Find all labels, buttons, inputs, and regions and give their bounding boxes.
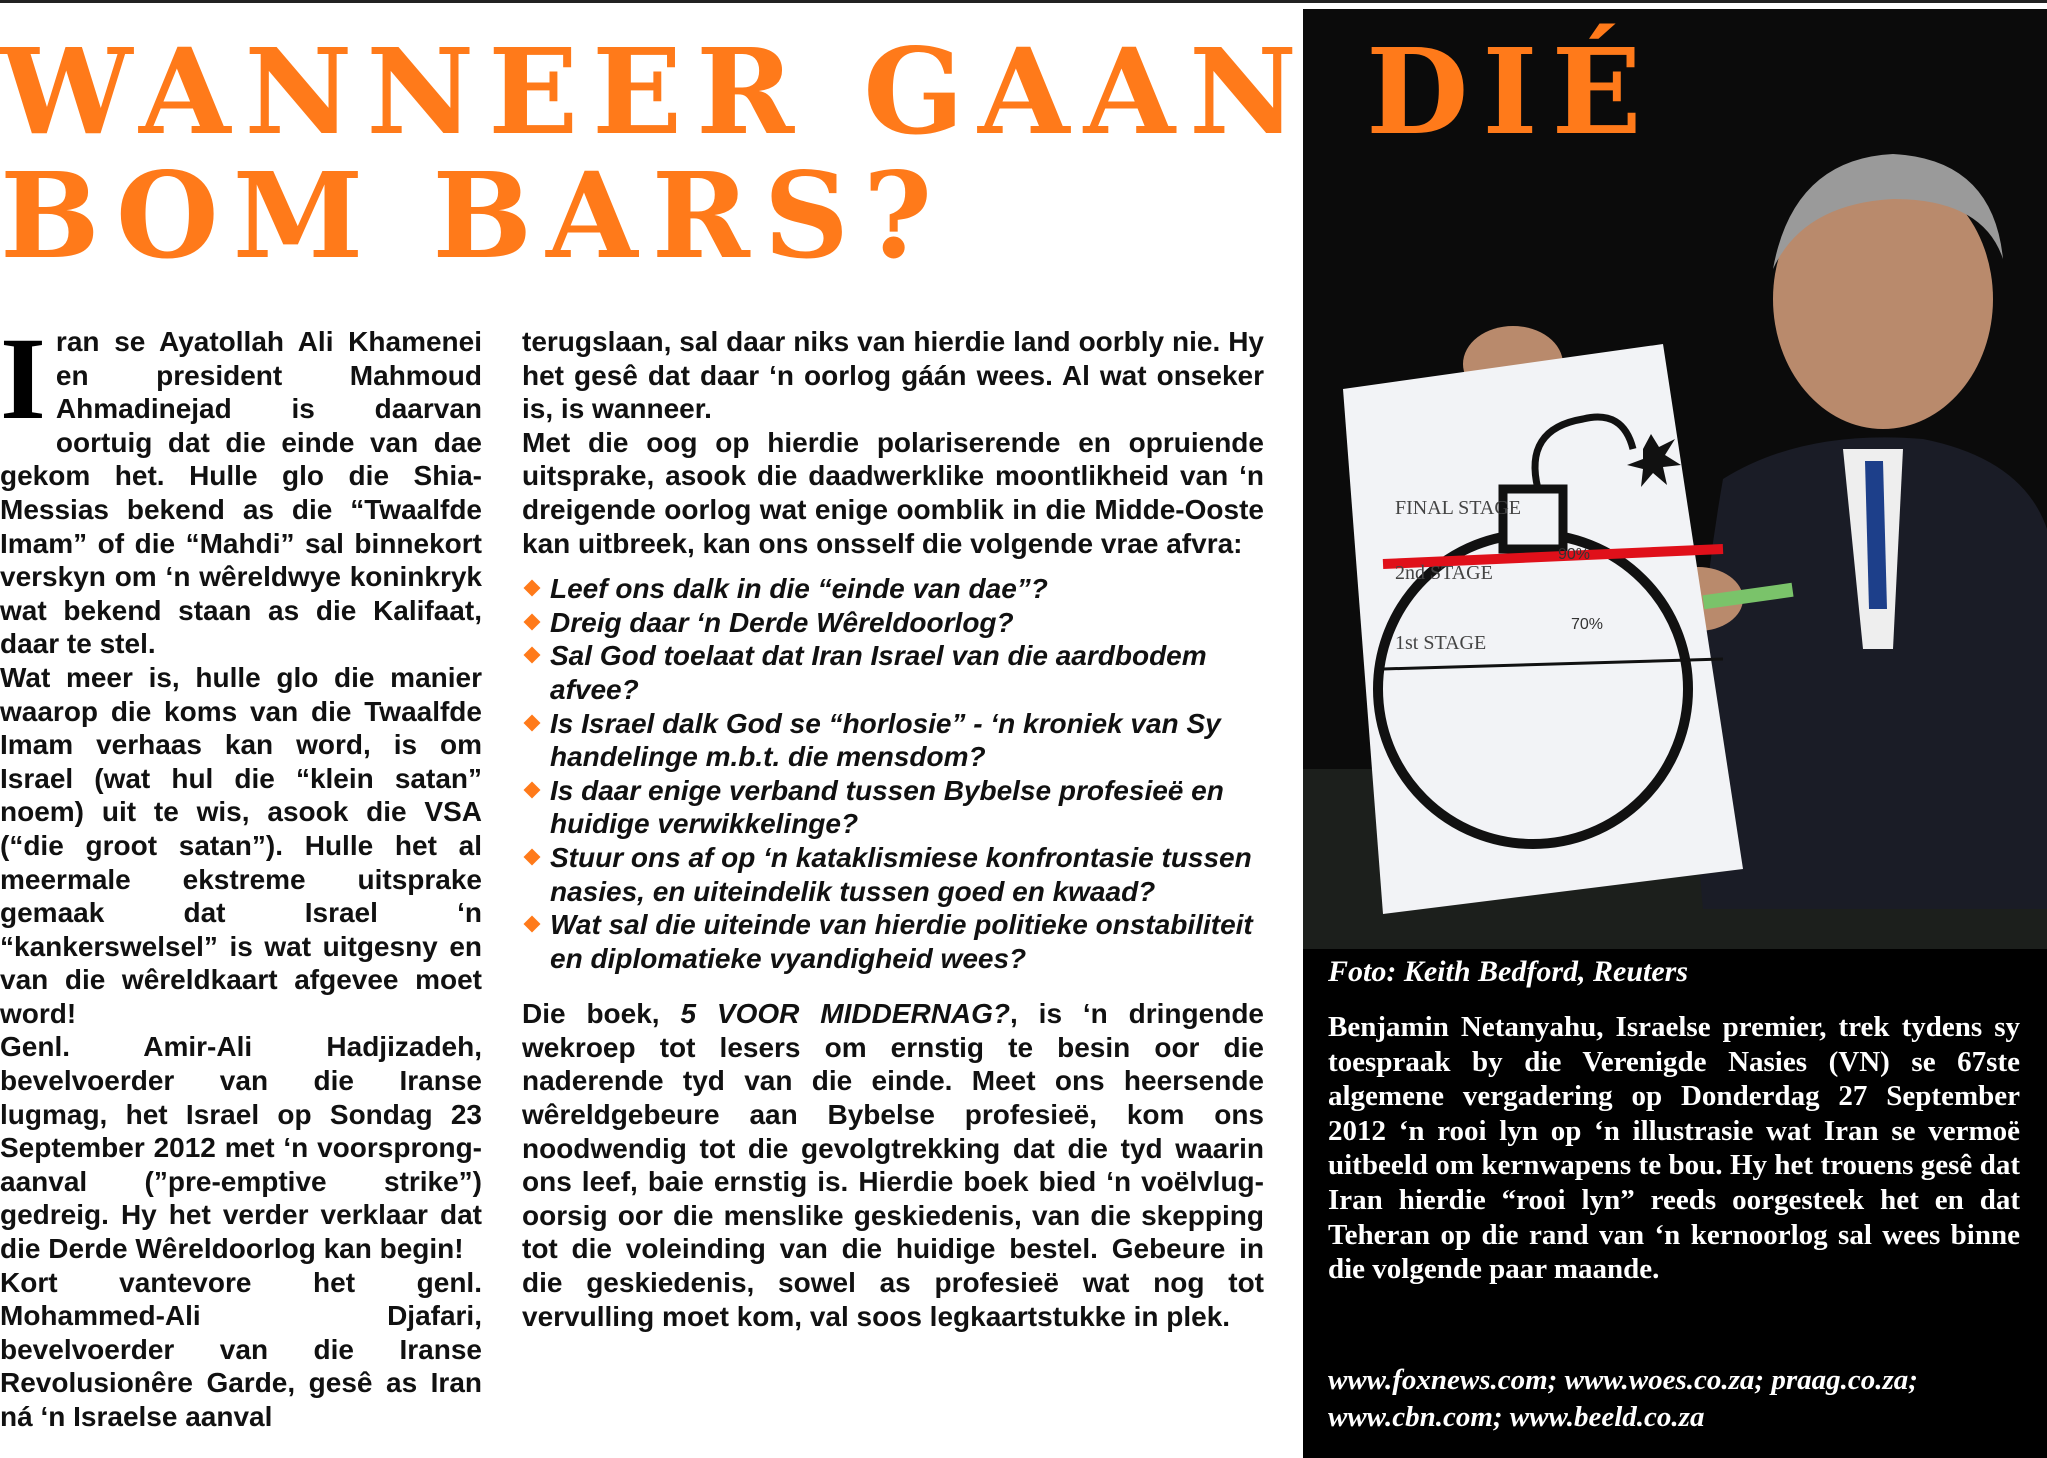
board-label-1st-stage: 1st STAGE [1395,632,1487,654]
diamond-bullet-icon [524,781,541,798]
drop-cap: I [0,313,46,444]
article-column-1 [0,313,482,1434]
board-label-70: 70% [1571,616,1604,633]
paragraph: terugslaan, sal daar niks van hierdie land oorbly nie. Hy het gesê dat daar ‘n oorlog gáán wees. Al wat onseker is, is wanneer. [522,326,1264,425]
question-item: Is daar enige verband tussen Bybelse profesieë en huidige verwikkelinge? [522,774,1264,841]
question-list [522,572,1264,975]
diamond-bullet-icon [524,848,541,865]
top-rule [0,0,2047,3]
board-label-final-stage: FINAL STAGE [1395,497,1521,519]
book-paragraph: Die boek, 5 VOOR MIDDERNAG?, is ‘n dringende wekroep tot lesers om ernstig te besin oor die naderende tyd van die einde. Meet ons heersende wêreldgebeure aan Bybelse profesieë, kom ons noodwendig tot die gevolgtrekking dat die tyd waarin ons leef, baie ernstig is. Hierdie boek bied ‘n voëlvlug-oorsig oor die menslike geskiedenis, van die skepping tot die voleinding van die huidige bestel. Gebeure in die geskiedenis, sowel as profesieë wat nog tot vervulling moet kom, val soos legkaartstukke in plek. [522,998,1264,1332]
question-item: Wat sal die uiteinde van hierdie politieke onstabiliteit en diplomatieke vyandigheid wees? [522,908,1264,975]
question-item: Is Israel dalk God se “horlosie” - ‘n kroniek van Sy handelinge m.b.t. die mensdom? [522,707,1264,774]
paragraph: Met die oog op hierdie polariserende en opruiende uitsprake, asook die daadwerklike moontlikheid van ‘n dreigende oorlog wat enige oomblik in die Midde-Ooste kan uitbreek, kan ons onsself die volgende vrae afvra: [522,426,1264,559]
book-title: 5 VOOR MIDDERNAG? [680,998,1011,1030]
paragraph: Genl. Amir-Ali Hadjizadeh, bevelvoerder van die Iranse lugmag, het Israel op Sondag 23 September 2012 met ‘n voorsprong-aanval (”pre-emptive strike”) gedreig. Hy het verder verklaar dat die Derde Wêreldoorlog kan begin! [0,1031,482,1265]
question-item: Stuur ons af op ‘n kataklismiese konfrontasie tussen nasies, en uiteindelik tussen goed en kwaad? [522,841,1264,908]
headline: WANNEER GAAN DIÉ BOM BARS? [0,22,1656,285]
diamond-bullet-icon [524,916,541,933]
paragraph: ran se Ayatollah Ali Khamenei en president Mahmoud Ahmadinejad is daarvan oortuig dat die einde van dae gekom het. Hulle glo die Shia-Messias bekend as die “Twaalfde Imam” of die “Mahdi” sal binnekort verskyn om ‘n wêreldwye koninkryk wat bekend staan as die Kalifaat, daar te stel. [0,326,482,660]
diamond-bullet-icon [524,613,541,630]
photo-caption: Benjamin Netanyahu, Israelse premier, trek tydens sy toespraak by die Verenigde Nasies (VN) se 67ste algemene vergadering op Donderdag 27 September 2012 ‘n rooi lyn op ‘n illustrasie wat Iran se vermoë uitbeeld om kernwapens te bou. Hy het trouens gesê dat Iran hierdie “rooi lyn” reeds oorgesteek het en dat Teheran op die rand van ‘n kernoorlog sal wees binne die volgende paar maande. [1328,1011,2020,1286]
diamond-bullet-icon [524,580,541,597]
photo-credit: Foto: Keith Bedford, Reuters [1328,955,1689,988]
paragraph: Kort vantevore het genl. Mohammed-Ali Djafari, bevelvoerder van die Iranse Revolusionêre Garde, gesê as Iran ná ‘n Israelse aanval [0,1266,482,1432]
paragraph: Wat meer is, hulle glo die manier waarop die koms van die Twaalfde Imam verhaas kan word, is om Israel (wat hul die “klein satan” noem) uit te wis, asook die VSA (“die groot satan”). Hulle het al meermale ekstreme uitsprake gemaak dat Israel ‘n “kankerswelsel” is wat uitgesny en van die wêreldkaart afgevee moet word! [0,661,482,1029]
question-item: Dreig daar ‘n Derde Wêreldoorlog? [522,606,1264,640]
question-item: Sal God toelaat dat Iran Israel van die aardbodem afvee? [522,639,1264,706]
sources: www.foxnews.com; www.woes.co.za; praag.co.za; www.cbn.com; www.beeld.co.za [1328,1364,1918,1433]
question-item: Leef ons dalk in die “einde van dae”? [522,572,1264,606]
board-label-90: 90% [1558,546,1591,563]
diamond-bullet-icon [524,647,541,664]
diamond-bullet-icon [524,714,541,731]
board-label-2nd-stage: 2nd STAGE [1395,562,1493,584]
article-column-2 [522,325,1264,1333]
